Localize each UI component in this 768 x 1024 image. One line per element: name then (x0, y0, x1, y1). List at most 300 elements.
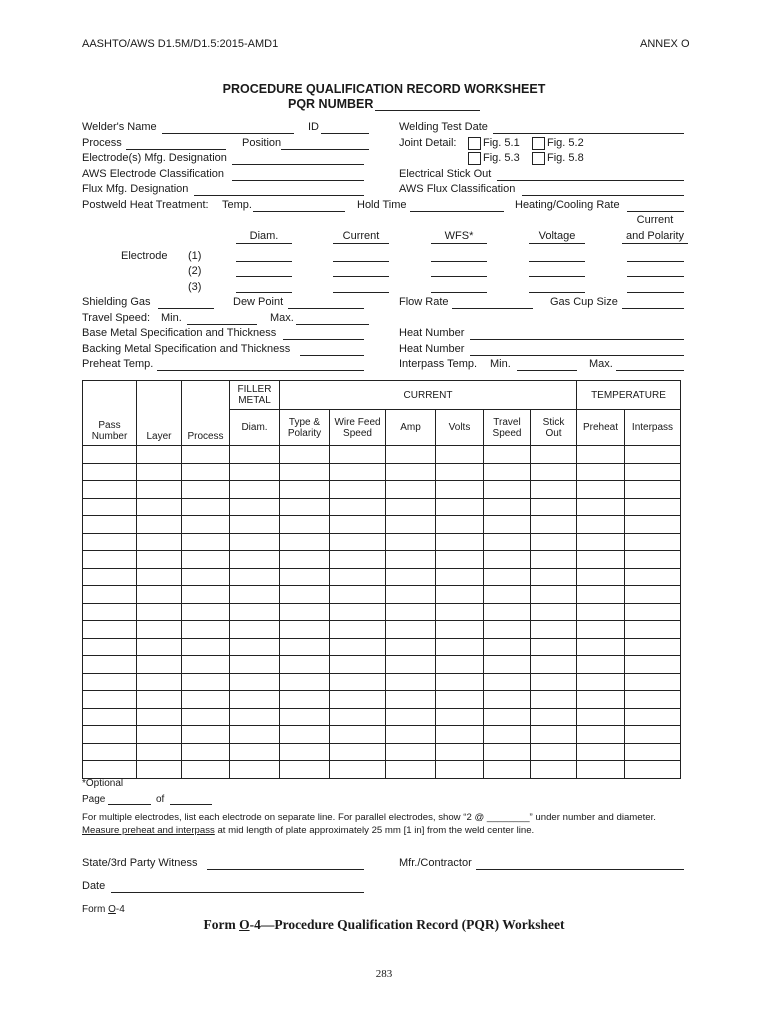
table-cell[interactable] (484, 498, 531, 516)
table-cell[interactable] (83, 621, 137, 639)
table-cell[interactable] (137, 673, 182, 691)
table-cell[interactable] (137, 446, 182, 464)
table-cell[interactable] (436, 551, 484, 569)
figure-caption: Form O-4—Procedure Qualification Record (PQR) Worksheet (203, 917, 565, 932)
pwht-temp-field[interactable] (253, 211, 345, 212)
table-cell[interactable] (182, 761, 230, 779)
table-cell[interactable] (625, 621, 681, 639)
table-cell[interactable] (484, 726, 531, 744)
instruction-note-1: For multiple electrodes, list each electrode on separate line. For parallel electrodes, show “2 @ ________” under number and diameter. (82, 812, 656, 823)
interpass-max-field[interactable] (616, 370, 684, 371)
table-cell[interactable] (230, 586, 280, 604)
table-cell[interactable] (577, 568, 625, 586)
table-cell[interactable] (137, 656, 182, 674)
table-cell[interactable] (531, 568, 577, 586)
table-cell[interactable] (436, 726, 484, 744)
welding-test-date-field[interactable] (493, 133, 684, 134)
table-cell[interactable] (230, 516, 280, 534)
table-cell[interactable] (330, 743, 386, 761)
electrode-1-current[interactable] (333, 261, 389, 262)
table-cell[interactable] (625, 551, 681, 569)
table-cell[interactable] (531, 621, 577, 639)
aws-electrode-field[interactable] (232, 180, 364, 181)
table-cell[interactable] (531, 481, 577, 499)
travel-speed-max-field[interactable] (296, 324, 369, 325)
table-cell[interactable] (484, 516, 531, 534)
table-cell[interactable] (230, 743, 280, 761)
table-cell[interactable] (182, 446, 230, 464)
table-cell[interactable] (230, 708, 280, 726)
pass-record-table (82, 380, 681, 779)
table-cell[interactable] (625, 691, 681, 709)
table-cell[interactable] (230, 481, 280, 499)
table-cell[interactable] (436, 673, 484, 691)
table-cell[interactable] (625, 726, 681, 744)
id-field[interactable] (321, 133, 369, 134)
table-cell[interactable] (484, 691, 531, 709)
electrode-2-wfs[interactable] (431, 276, 487, 277)
table-cell[interactable] (531, 743, 577, 761)
table-cell[interactable] (280, 446, 330, 464)
table-cell[interactable] (386, 551, 436, 569)
table-cell[interactable] (280, 673, 330, 691)
table-cell[interactable] (436, 481, 484, 499)
table-cell[interactable] (625, 568, 681, 586)
table-cell[interactable] (230, 621, 280, 639)
hold-time-field[interactable] (410, 211, 504, 212)
table-cell[interactable] (577, 516, 625, 534)
shielding-gas-field[interactable] (158, 308, 214, 309)
table-cell[interactable] (386, 568, 436, 586)
electrical-stick-out-field[interactable] (497, 180, 684, 181)
table-cell[interactable] (436, 463, 484, 481)
table-cell[interactable] (83, 708, 137, 726)
table-cell[interactable] (137, 603, 182, 621)
stick-out-header: Stick Out (531, 410, 577, 446)
welding-test-date-label: Welding Test Date (399, 121, 488, 133)
pqr-number-field[interactable] (375, 110, 480, 111)
table-cell[interactable] (436, 621, 484, 639)
table-cell[interactable] (577, 638, 625, 656)
table-cell[interactable] (531, 708, 577, 726)
flow-rate-field[interactable] (452, 308, 533, 309)
table-cell[interactable] (484, 463, 531, 481)
table-cell[interactable] (577, 726, 625, 744)
table-cell[interactable] (230, 568, 280, 586)
table-cell[interactable] (280, 516, 330, 534)
fig-5-1-checkbox[interactable] (468, 137, 481, 150)
gas-cup-field[interactable] (622, 308, 684, 309)
table-cell[interactable] (330, 691, 386, 709)
welders-name-label: Welder's Name (82, 121, 157, 133)
table-cell[interactable] (484, 603, 531, 621)
table-cell[interactable] (436, 568, 484, 586)
table-cell[interactable] (577, 656, 625, 674)
table-cell[interactable] (386, 516, 436, 534)
table-cell[interactable] (531, 761, 577, 779)
table-cell[interactable] (83, 656, 137, 674)
flux-mfg-field[interactable] (194, 195, 364, 196)
table-cell[interactable] (484, 708, 531, 726)
table-cell[interactable] (230, 726, 280, 744)
table-cell[interactable] (330, 568, 386, 586)
electrode-1-polarity[interactable] (627, 261, 684, 262)
table-cell[interactable] (230, 673, 280, 691)
table-cell[interactable] (230, 656, 280, 674)
electrode-1-wfs[interactable] (431, 261, 487, 262)
table-cell[interactable] (531, 498, 577, 516)
table-cell[interactable] (182, 726, 230, 744)
table-cell[interactable] (436, 533, 484, 551)
table-cell[interactable] (625, 533, 681, 551)
table-cell[interactable] (182, 656, 230, 674)
temperature-header: TEMPERATURE (577, 381, 681, 410)
electrode-wfs-header: WFS* (431, 230, 487, 244)
travel-speed-min-field[interactable] (187, 324, 257, 325)
electrode-3-wfs[interactable] (431, 292, 487, 293)
flux-mfg-label: Flux Mfg. Designation (82, 183, 189, 195)
table-cell[interactable] (484, 533, 531, 551)
table-cell[interactable] (137, 743, 182, 761)
table-cell[interactable] (280, 691, 330, 709)
table-cell[interactable] (386, 498, 436, 516)
electrode-2-diam[interactable] (236, 276, 292, 277)
aws-flux-field[interactable] (522, 195, 684, 196)
interpass-header: Interpass (625, 410, 681, 446)
position-field[interactable] (281, 149, 369, 150)
page-title: PROCEDURE QUALIFICATION RECORD WORKSHEET (222, 82, 546, 96)
table-cell[interactable] (230, 498, 280, 516)
table-cell[interactable] (83, 726, 137, 744)
table-cell[interactable] (330, 463, 386, 481)
table-cell[interactable] (531, 463, 577, 481)
table-cell[interactable] (625, 446, 681, 464)
table-cell[interactable] (83, 586, 137, 604)
table-cell[interactable] (484, 446, 531, 464)
table-cell[interactable] (83, 551, 137, 569)
table-cell[interactable] (280, 761, 330, 779)
optional-note: *Optional (82, 778, 124, 789)
table-cell[interactable] (330, 551, 386, 569)
table-cell[interactable] (330, 621, 386, 639)
table-cell[interactable] (386, 761, 436, 779)
table-cell[interactable] (182, 463, 230, 481)
base-metal-field[interactable] (283, 339, 364, 340)
table-row (83, 603, 681, 621)
table-cell[interactable] (625, 516, 681, 534)
table-cell[interactable] (330, 498, 386, 516)
table-cell[interactable] (436, 603, 484, 621)
table-cell[interactable] (386, 656, 436, 674)
table-cell[interactable] (280, 586, 330, 604)
table-cell[interactable] (137, 586, 182, 604)
table-cell[interactable] (386, 673, 436, 691)
table-cell[interactable] (330, 761, 386, 779)
table-cell[interactable] (484, 586, 531, 604)
table-cell[interactable] (230, 603, 280, 621)
table-cell[interactable] (577, 551, 625, 569)
table-cell[interactable] (83, 638, 137, 656)
table-cell[interactable] (625, 481, 681, 499)
table-cell[interactable] (625, 708, 681, 726)
fig-5-2-checkbox[interactable] (532, 137, 545, 150)
table-cell[interactable] (484, 621, 531, 639)
table-cell[interactable] (577, 446, 625, 464)
table-cell[interactable] (577, 463, 625, 481)
electrode-mfg-label: Electrode(s) Mfg. Designation (82, 152, 227, 164)
table-cell[interactable] (625, 603, 681, 621)
table-cell[interactable] (577, 498, 625, 516)
table-cell[interactable] (436, 656, 484, 674)
table-cell[interactable] (280, 551, 330, 569)
table-cell[interactable] (484, 481, 531, 499)
preheat-temp-label: Preheat Temp. (82, 358, 154, 370)
table-cell[interactable] (625, 761, 681, 779)
table-cell[interactable] (230, 551, 280, 569)
table-cell[interactable] (83, 498, 137, 516)
table-cell[interactable] (436, 691, 484, 709)
table-cell[interactable] (386, 446, 436, 464)
table-cell[interactable] (230, 533, 280, 551)
table-cell[interactable] (230, 691, 280, 709)
table-cell[interactable] (137, 691, 182, 709)
table-cell[interactable] (230, 638, 280, 656)
table-cell[interactable] (386, 481, 436, 499)
table-cell[interactable] (386, 638, 436, 656)
welders-name-field[interactable] (162, 133, 294, 134)
table-cell[interactable] (83, 743, 137, 761)
table-cell[interactable] (531, 673, 577, 691)
table-cell[interactable] (230, 761, 280, 779)
table-cell[interactable] (484, 551, 531, 569)
table-cell[interactable] (436, 708, 484, 726)
table-cell[interactable] (484, 568, 531, 586)
table-cell[interactable] (330, 638, 386, 656)
table-cell[interactable] (182, 691, 230, 709)
table-cell[interactable] (484, 656, 531, 674)
table-cell[interactable] (182, 533, 230, 551)
table-cell[interactable] (280, 603, 330, 621)
table-cell[interactable] (531, 656, 577, 674)
table-cell[interactable] (484, 638, 531, 656)
table-cell[interactable] (436, 586, 484, 604)
table-cell[interactable] (577, 761, 625, 779)
table-cell[interactable] (386, 463, 436, 481)
table-cell[interactable] (182, 603, 230, 621)
table-cell[interactable] (330, 446, 386, 464)
table-cell[interactable] (577, 708, 625, 726)
table-cell[interactable] (137, 498, 182, 516)
table-cell[interactable] (137, 638, 182, 656)
table-cell[interactable] (386, 586, 436, 604)
table-cell[interactable] (386, 533, 436, 551)
table-cell[interactable] (137, 481, 182, 499)
table-cell[interactable] (330, 656, 386, 674)
table-cell[interactable] (436, 638, 484, 656)
table-cell[interactable] (230, 446, 280, 464)
table-cell[interactable] (531, 603, 577, 621)
table-cell[interactable] (330, 586, 386, 604)
electrode-label: Electrode (121, 250, 168, 262)
electrode-3-polarity[interactable] (627, 292, 684, 293)
of-field[interactable] (170, 804, 212, 805)
table-cell[interactable] (330, 533, 386, 551)
table-cell[interactable] (436, 743, 484, 761)
table-cell[interactable] (577, 533, 625, 551)
table-cell[interactable] (280, 656, 330, 674)
table-cell[interactable] (436, 498, 484, 516)
table-cell[interactable] (182, 743, 230, 761)
table-cell[interactable] (280, 638, 330, 656)
table-cell[interactable] (386, 743, 436, 761)
table-cell[interactable] (577, 621, 625, 639)
electrode-row-2-label: (2) (188, 265, 202, 277)
table-cell[interactable] (436, 446, 484, 464)
travel-speed-label: Travel Speed: (82, 312, 151, 324)
table-cell[interactable] (137, 551, 182, 569)
table-cell[interactable] (137, 568, 182, 586)
table-cell[interactable] (484, 761, 531, 779)
table-cell[interactable] (436, 516, 484, 534)
table-cell[interactable] (531, 446, 577, 464)
table-cell[interactable] (386, 708, 436, 726)
heat-number-field-2[interactable] (470, 355, 684, 356)
table-cell[interactable] (137, 708, 182, 726)
table-cell[interactable] (625, 498, 681, 516)
table-cell[interactable] (182, 568, 230, 586)
table-cell[interactable] (182, 481, 230, 499)
table-cell[interactable] (531, 726, 577, 744)
table-cell[interactable] (83, 761, 137, 779)
table-cell[interactable] (182, 708, 230, 726)
heating-cooling-field[interactable] (627, 211, 684, 212)
table-cell[interactable] (386, 726, 436, 744)
table-cell[interactable] (83, 481, 137, 499)
electrode-3-diam[interactable] (236, 292, 292, 293)
interpass-min-field[interactable] (517, 370, 577, 371)
table-cell[interactable] (280, 463, 330, 481)
fig-5-3-checkbox[interactable] (468, 152, 481, 165)
table-cell[interactable] (330, 673, 386, 691)
aws-electrode-label: AWS Electrode Classification (82, 168, 225, 180)
heat-number-field-1[interactable] (470, 339, 684, 340)
table-cell[interactable] (137, 463, 182, 481)
table-cell[interactable] (230, 463, 280, 481)
table-cell[interactable] (577, 481, 625, 499)
table-cell[interactable] (83, 673, 137, 691)
table-cell[interactable] (280, 568, 330, 586)
table-cell[interactable] (625, 743, 681, 761)
table-cell[interactable] (83, 568, 137, 586)
table-cell[interactable] (83, 463, 137, 481)
table-cell[interactable] (531, 551, 577, 569)
table-cell[interactable] (280, 743, 330, 761)
table-cell[interactable] (83, 516, 137, 534)
table-cell[interactable] (182, 638, 230, 656)
table-cell[interactable] (531, 691, 577, 709)
fig-5-8-checkbox[interactable] (532, 152, 545, 165)
page-number: 283 (375, 968, 393, 980)
table-cell[interactable] (182, 586, 230, 604)
table-cell[interactable] (330, 603, 386, 621)
date-field[interactable] (111, 892, 364, 893)
contractor-field[interactable] (476, 869, 684, 870)
table-cell[interactable] (137, 516, 182, 534)
table-cell[interactable] (182, 551, 230, 569)
table-cell[interactable] (577, 743, 625, 761)
table-cell[interactable] (531, 638, 577, 656)
table-cell[interactable] (577, 586, 625, 604)
table-cell[interactable] (577, 603, 625, 621)
table-cell[interactable] (625, 586, 681, 604)
table-cell[interactable] (83, 603, 137, 621)
table-cell[interactable] (330, 481, 386, 499)
table-cell[interactable] (531, 586, 577, 604)
table-cell[interactable] (83, 446, 137, 464)
table-cell[interactable] (280, 708, 330, 726)
table-cell[interactable] (577, 691, 625, 709)
table-cell[interactable] (83, 533, 137, 551)
table-cell[interactable] (280, 481, 330, 499)
table-cell[interactable] (330, 516, 386, 534)
table-cell[interactable] (137, 726, 182, 744)
table-cell[interactable] (625, 673, 681, 691)
table-cell[interactable] (182, 498, 230, 516)
table-cell[interactable] (280, 533, 330, 551)
table-cell[interactable] (182, 516, 230, 534)
table-cell[interactable] (625, 638, 681, 656)
table-cell[interactable] (531, 516, 577, 534)
table-cell[interactable] (330, 726, 386, 744)
table-cell[interactable] (531, 533, 577, 551)
table-cell[interactable] (625, 656, 681, 674)
table-cell[interactable] (182, 673, 230, 691)
table-cell[interactable] (280, 498, 330, 516)
table-cell[interactable] (386, 691, 436, 709)
process-field[interactable] (126, 149, 226, 150)
table-cell[interactable] (386, 621, 436, 639)
table-cell[interactable] (182, 621, 230, 639)
electrode-mfg-field[interactable] (232, 164, 364, 165)
electrode-3-voltage[interactable] (529, 292, 585, 293)
table-cell[interactable] (137, 621, 182, 639)
preheat-temp-field[interactable] (157, 370, 364, 371)
table-cell[interactable] (484, 673, 531, 691)
table-cell[interactable] (625, 463, 681, 481)
electrode-1-diam[interactable] (236, 261, 292, 262)
table-cell[interactable] (330, 708, 386, 726)
table-cell[interactable] (280, 621, 330, 639)
table-row (83, 761, 681, 779)
witness-field[interactable] (207, 869, 364, 870)
table-cell[interactable] (484, 743, 531, 761)
table-cell[interactable] (386, 603, 436, 621)
electrode-2-polarity[interactable] (627, 276, 684, 277)
dew-point-field[interactable] (288, 308, 364, 309)
table-cell[interactable] (280, 726, 330, 744)
electrode-2-voltage[interactable] (529, 276, 585, 277)
electrode-1-voltage[interactable] (529, 261, 585, 262)
table-cell[interactable] (83, 691, 137, 709)
table-cell[interactable] (577, 673, 625, 691)
backing-metal-field[interactable] (300, 355, 364, 356)
table-cell[interactable] (436, 761, 484, 779)
electrode-2-current[interactable] (333, 276, 389, 277)
electrode-3-current[interactable] (333, 292, 389, 293)
page-field[interactable] (108, 804, 151, 805)
table-cell[interactable] (137, 533, 182, 551)
table-cell[interactable] (137, 761, 182, 779)
